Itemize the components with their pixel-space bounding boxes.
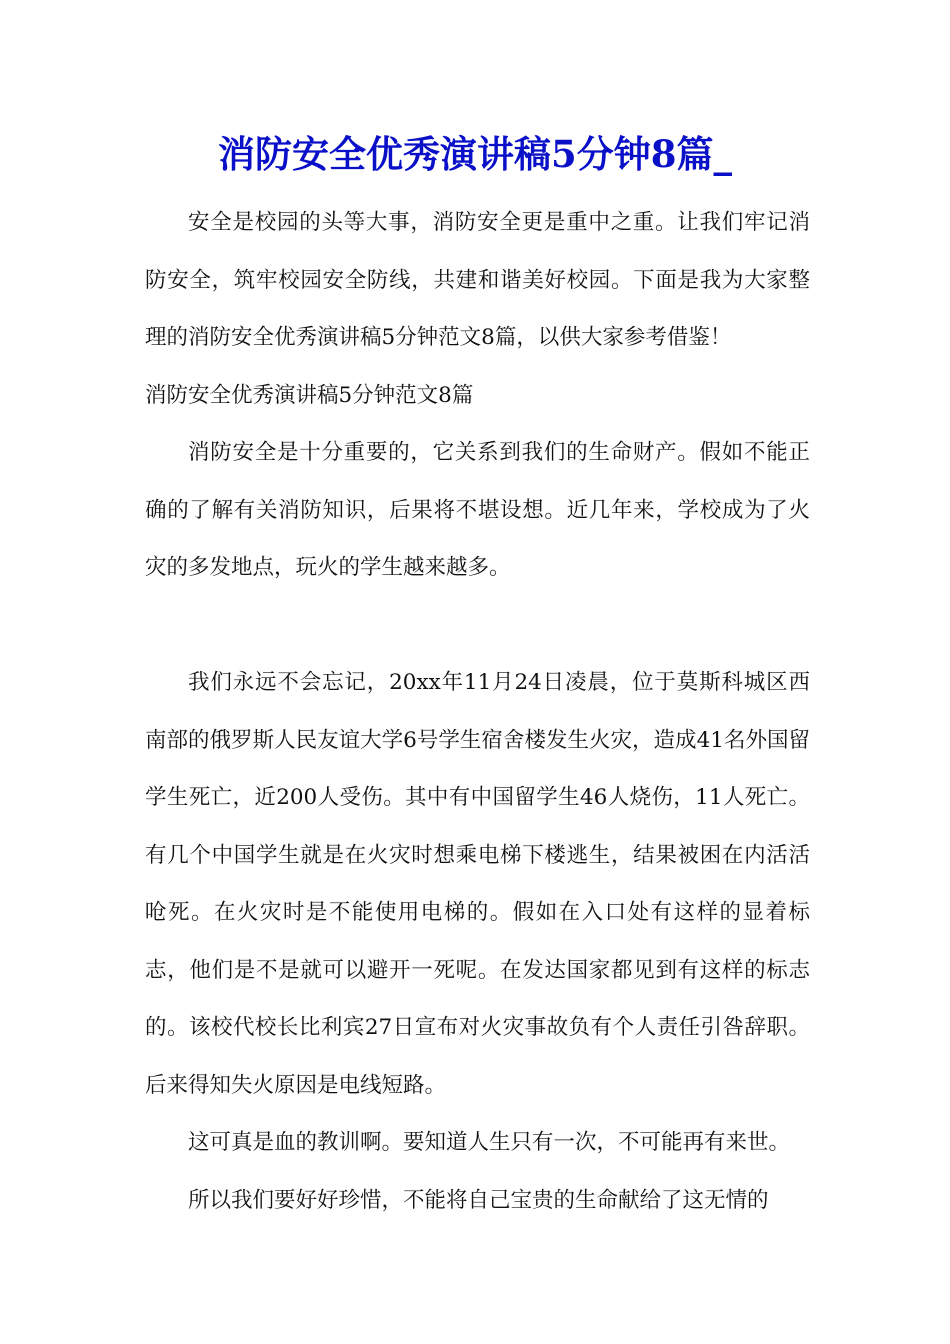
body-paragraph-4: 所以我们要好好珍惜，不能将自己宝贵的生命献给了这无情的 [188,1187,769,1213]
body-paragraph-1: 消防安全是十分重要的，它关系到我们的生命财产。假如不能正确的了解有关消防知识，后果将不堪设想。近几年来，学校成为了火灾的多发地点，玩火的学生越来越多。 [145,440,810,580]
document-body [145,194,810,1229]
intro-paragraph: 安全是校园的头等大事，消防安全更是重中之重。让我们牢记消防安全，筑牢校园安全防线，共建和谐美好校园。下面是我为大家整理的消防安全优秀演讲稿5分钟范文8篇，以供大家参考借鉴！ [145,210,810,350]
subheading: 消防安全优秀演讲稿5分钟范文8篇 [145,382,474,408]
blank-line [145,597,810,655]
document-title: 消防安全优秀演讲稿5分钟8篇_ [218,132,732,176]
body-paragraph-2: 我们永远不会忘记，20xx年11月24日凌晨，位于莫斯科城区西南部的俄罗斯人民友谊大学6号学生宿舍楼发生火灾，造成41名外国留学生死亡，近200人受伤。其中有中国留学生46人烧伤，11人死亡。有几个中国学生就是在火灾时想乘电梯下楼逃生，结果被困在内活活呛死。在火灾时是不能使用电梯的。假如在入口处有这样的显着标志，他们是不是就可以避开一死呢。在发达国家都见到有这样的标志的。该校代校长比利宾27日宣布对火灾事故负有个人责任引咎辞职。后来得知失火原因是电线短路。 [145,670,810,1098]
body-paragraph-3: 这可真是血的教训啊。要知道人生只有一次，不可能再有来世。 [188,1130,791,1155]
